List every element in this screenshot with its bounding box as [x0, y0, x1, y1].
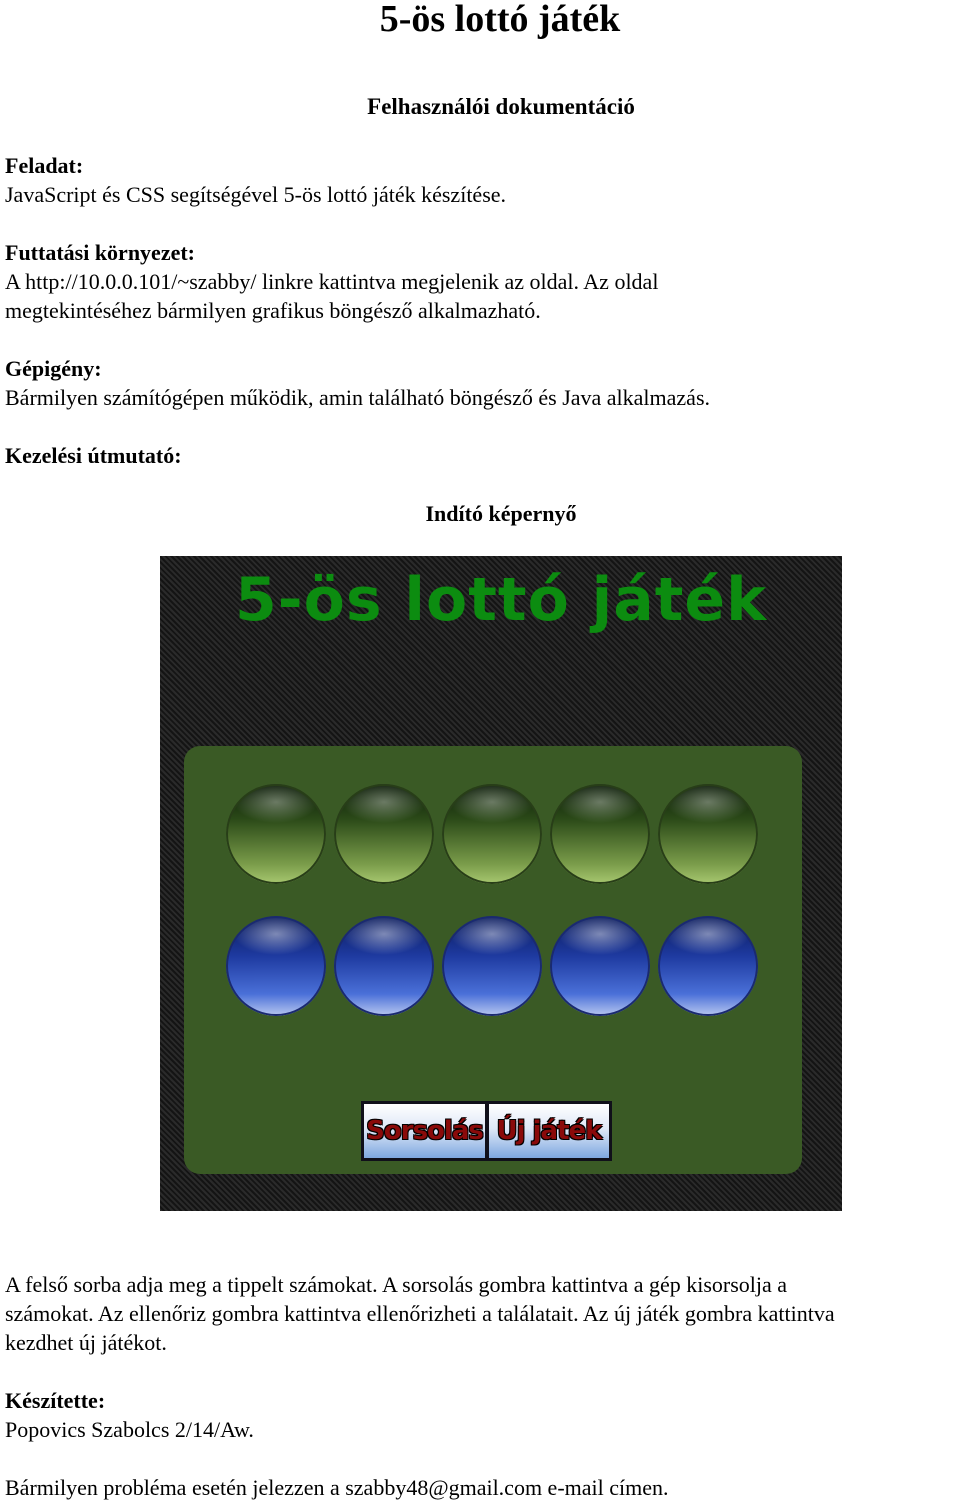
section-text-futtatas-line1: A http://10.0.0.101/~szabby/ linkre kattintva megjelenik az oldal. Az oldal — [5, 269, 659, 294]
section-text-futtatas-line2: megtekintéséhez bármilyen grafikus böngésző alkalmazható. — [5, 298, 541, 323]
draw-ball-1 — [226, 916, 326, 1016]
section-heading-gepigeny: Gépigény: — [5, 356, 102, 381]
description-line3: kezdhet új játékot. — [5, 1330, 167, 1355]
page-title: 5-ös lottó játék — [379, 0, 621, 40]
section-heading-feladat: Feladat: — [5, 153, 84, 178]
tip-ball-4 — [550, 784, 650, 884]
section-heading-kezelesi: Kezelési útmutató: — [5, 443, 182, 468]
tip-ball-2 — [334, 784, 434, 884]
section-text-feladat: JavaScript és CSS segítségével 5-ös lottó játék készítése. — [5, 182, 507, 207]
contact-text: Bármilyen probléma esetén jelezzen a szabby48@gmail.com e-mail címen. — [5, 1475, 669, 1500]
draw-ball-5 — [658, 916, 758, 1016]
author-text: Popovics Szabolcs 2/14/Aw. — [5, 1417, 254, 1442]
game-title: 5-ös lottó játék — [234, 565, 768, 635]
draw-ball-4 — [550, 916, 650, 1016]
new-game-button[interactable]: Új játék — [486, 1101, 612, 1161]
tip-ball-5 — [658, 784, 758, 884]
section-text-gepigeny: Bármilyen számítógépen működik, amin található böngésző és Java alkalmazás. — [5, 385, 711, 410]
draw-button[interactable]: Sorsolás — [361, 1101, 488, 1161]
tip-ball-3 — [442, 784, 542, 884]
tip-ball-1 — [226, 784, 326, 884]
draw-ball-2 — [334, 916, 434, 1016]
section-heading-futtatas: Futtatási környezet: — [5, 240, 196, 265]
game-screenshot — [160, 556, 842, 1211]
description-line2: számokat. Az ellenőriz gombra kattintva ellenőrizheti a találatait. Az új játék gombra kattintva — [5, 1301, 835, 1326]
draw-ball-3 — [442, 916, 542, 1016]
section-heading-keszitette: Készítette: — [5, 1388, 106, 1413]
screenshot-caption: Indító képernyő — [425, 501, 577, 526]
description-line1: A felső sorba adja meg a tippelt számokat. A sorsolás gombra kattintva a gép kisorsolja a — [5, 1272, 788, 1297]
page-subtitle: Felhasználói dokumentáció — [367, 94, 635, 119]
